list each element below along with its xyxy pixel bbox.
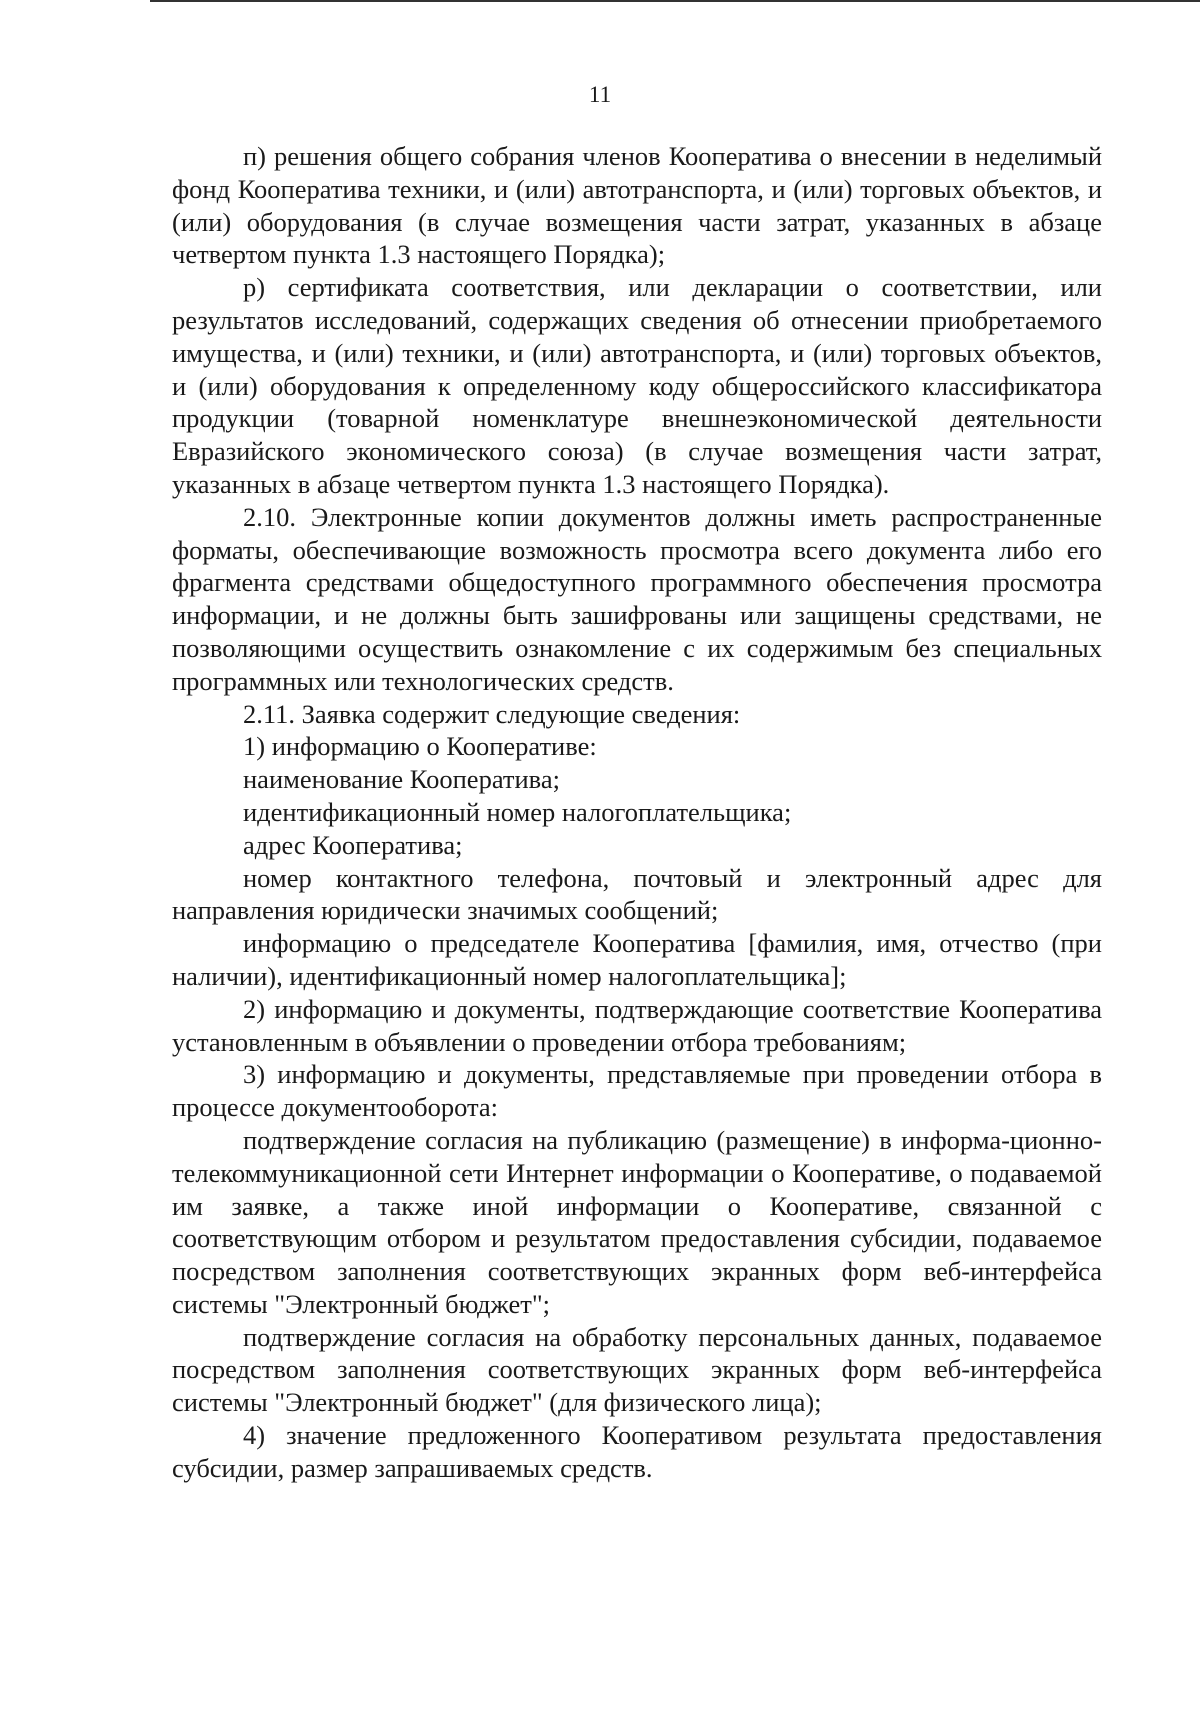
paragraph-inn: идентификационный номер налогоплательщика; <box>243 796 792 827</box>
paragraph-2-10-electronic-copies: 2.10. Электронные копии документов должны иметь распространенные форматы, обеспечивающие возможность просмотра всего документа либо его фрагмента средствами общедоступного программного обеспечения просмотра информации, и не должны быть зашифрованы или защищены средствами, не позволяющими осуществить ознакомление с их содержимым без специальных программных или технологических средств. <box>172 501 1102 696</box>
paragraph-4-result-value: 4) значение предложенного Кооперативом результата предоставления субсидии, размер запрашиваемых средств. <box>172 1420 1102 1483</box>
paragraph-3-selection-docs: 3) информацию и документы, представляемые при проведении отбора в процессе документооборота: <box>172 1059 1102 1123</box>
paragraph-publication-consent: подтверждение согласия на публикацию (размещение) в информа-ционно-телекоммуникационной сети Интернет информации о Кооперативе, о подаваемой им заявке, а также иной информации о Кооперативе, связанной с соответствующим отбором и результатом предоставления субсидии, подаваемое посредством заполнения соответствующих экранных форм веб-интерфейса системы "Электронный бюджет"; <box>172 1124 1102 1319</box>
paragraph-p-decision: п) решения общего собрания членов Кооператива о внесении в неделимый фонд Кооператива техники, и (или) автотранспорта, и (или) торговых объектов, и (или) оборудования (в случае возмещения части затрат, указанных в абзаце четвертом пункта 1.3 настоящего Порядка); <box>172 141 1102 270</box>
paragraph-contacts: номер контактного телефона, почтовый и электронный адрес для направления юридически значимых сообщений; <box>172 862 1102 926</box>
scan-top-edge <box>150 0 1200 2</box>
paragraph-2-11-application: 2.11. Заявка содержит следующие сведения: <box>243 698 741 729</box>
paragraph-1-cooperative-info: 1) информацию о Кооперативе: <box>243 731 597 762</box>
paragraph-2-compliance-docs: 2) информацию и документы, подтверждающие соответствие Кооператива установленным в объявлении о проведении отбора требованиям; <box>172 993 1102 1057</box>
paragraph-r-certificate: р) сертификата соответствия, или декларации о соответствии, или результатов исследований, содержащих сведения об отнесении приобретаемого имущества, и (или) техники, и (или) автотранспорта, и (или) торговых объектов, и (или) оборудования к определенному коду общероссийского классификатора продукции (товарной номенклатуре внешнеэкономической деятельности Евразийского экономического союза) (в случае возмещения части затрат, указанных в абзаце четвертом пункта 1.3 настоящего Порядка). <box>172 272 1102 499</box>
paragraph-cooperative-name: наименование Кооператива; <box>243 764 560 795</box>
page-number: 11 <box>588 82 612 107</box>
paragraph-chairman-info: информацию о председателе Кооператива [фамилия, имя, отчество (при наличии), идентификационный номер налогоплательщика]; <box>172 928 1102 991</box>
paragraph-address: адрес Кооператива; <box>243 829 463 860</box>
document-body <box>172 140 1102 1485</box>
paragraph-personal-data-consent: подтверждение согласия на обработку персональных данных, подаваемое посредством заполнения соответствующих экранных форм веб-интерфейса системы "Электронный бюджет" (для физического лица); <box>172 1321 1102 1418</box>
